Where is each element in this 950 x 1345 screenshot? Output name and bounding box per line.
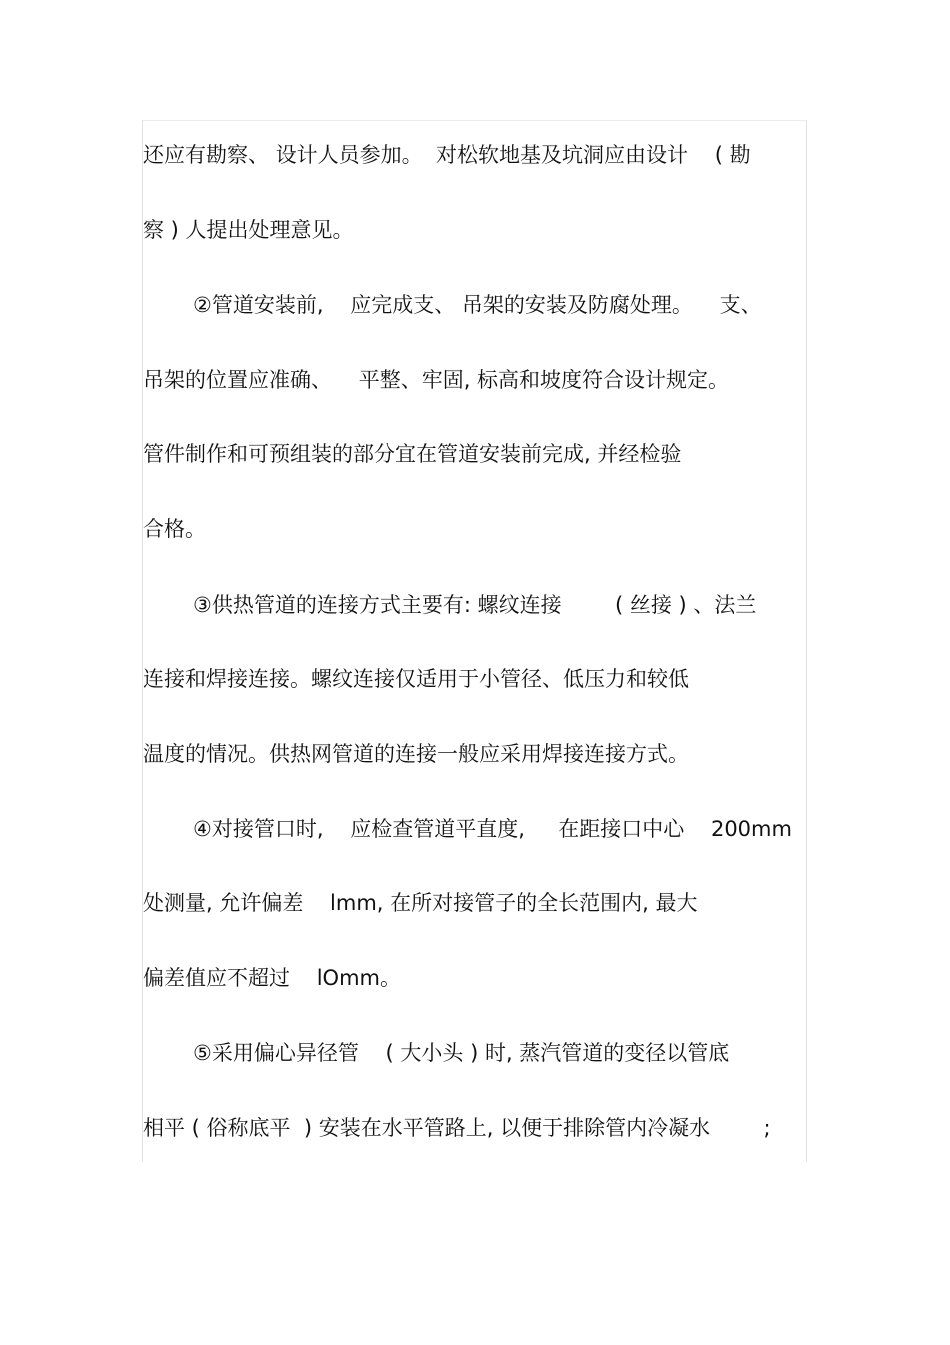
text-line-8: 连接和焊接连接。螺纹连接仅适用于小管径、低压力和较低 — [143, 667, 689, 691]
page-border-top — [142, 120, 807, 121]
text-line-14: 相平 ( 俗称底平 ) 安装在水平管路上, 以便于排除管内冷凝水 ; — [143, 1116, 771, 1140]
text-line-10: ④对接管口时, 应检查管道平直度, 在距接口中心 200mm — [193, 817, 792, 841]
text-line-12: 偏差值应不超过 lOmm。 — [143, 966, 401, 990]
text-line-13: ⑤采用偏心异径管 ( 大小头 ) 时, 蒸汽管道的变径以管底 — [193, 1041, 730, 1065]
text-line-7: ③供热管道的连接方式主要有: 螺纹连接 ( 丝接 ) 、法兰 — [193, 593, 757, 617]
text-line-4: 吊架的位置应准确、 平整、牢固, 标高和坡度符合设计规定。 — [143, 368, 730, 392]
text-line-3: ②管道安装前, 应完成支、 吊架的安装及防腐处理。 支、 — [193, 293, 762, 317]
text-line-9: 温度的情况。供热网管道的连接一般应采用焊接连接方式。 — [143, 742, 689, 766]
text-line-1: 还应有勘察、 设计人员参加。 对松软地基及坑洞应由设计 ( 勘 — [143, 143, 751, 167]
page-border-right — [806, 120, 807, 1162]
text-line-6: 合格。 — [143, 517, 206, 541]
page-border-left — [142, 120, 143, 1162]
text-line-2: 察 ) 人提出处理意见。 — [143, 218, 354, 242]
text-line-5: 管件制作和可预组装的部分宜在管道安装前完成, 并经检验 — [143, 442, 682, 466]
text-line-11: 处测量, 允许偏差 lmm, 在所对接管子的全长范围内, 最大 — [143, 891, 698, 915]
